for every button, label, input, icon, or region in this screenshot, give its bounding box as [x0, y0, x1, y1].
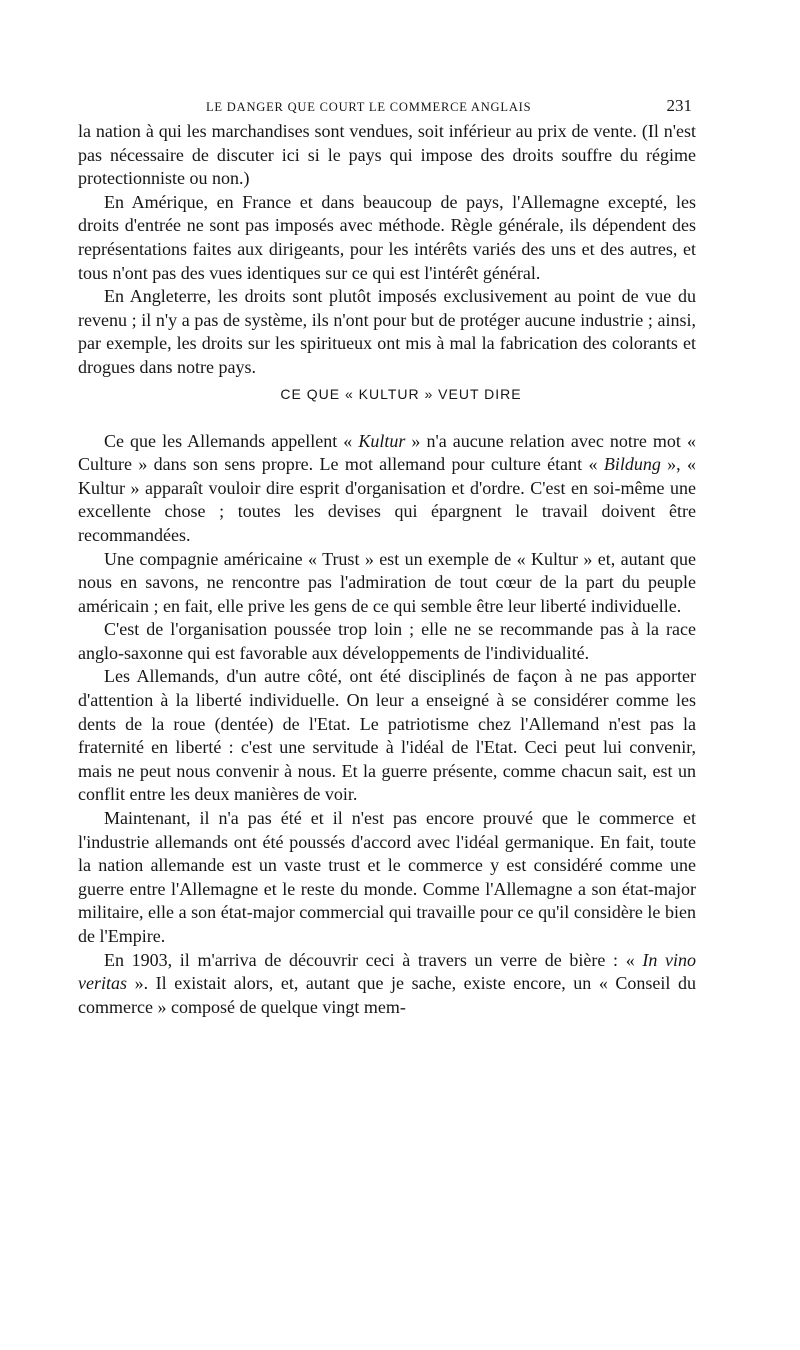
running-title: LE DANGER QUE COURT LE COMMERCE ANGLAIS	[206, 100, 532, 114]
body-text-before-heading	[78, 120, 696, 380]
text-run: la nation à qui les marchandises sont vendues, soit inférieur au prix de vente. (Il n'est pas nécessaire de discuter ici si le pays qui impose des droits souffre du régime protectionniste ou non.)	[78, 121, 696, 189]
text-run: En Amérique, en France et dans beaucoup de pays, l'Allemagne excepté, les droits d'entrée ne sont pas imposés avec méthode. Règle générale, ils dépendent des représentations faites aux dirigeants, pour les intérêts variés des uns et des autres, et tous n'ont pas des vues identiques sur ce qui est l'intérêt général.	[78, 191, 696, 283]
page-number: 231	[666, 96, 692, 115]
paragraph	[78, 949, 696, 1020]
text-run: Les Allemands, d'un autre côté, ont été disciplinés de façon à ne pas apporter d'attention à la liberté individuelle. On leur a enseigné à se considérer comme les dents de la roue (dentée) de l'Etat. Le patriotisme chez l'Allemand n'est pas la fraternité en liberté : c'est une servitude à l'idéal de l'Etat. Ceci peut lui convenir, mais ne peut nous convenir à nous. Et la guerre présente, comme chacun sait, est un conflit entre les deux manières de voir.	[78, 666, 696, 805]
italic-term: Kultur	[358, 430, 406, 451]
text-run: Ce que les Allemands appellent «	[104, 430, 359, 451]
paragraph	[78, 430, 696, 548]
paragraph	[78, 191, 696, 285]
paragraph	[78, 120, 696, 191]
section-heading: CE QUE « KULTUR » VEUT DIRE	[280, 385, 522, 402]
text-run: En Angleterre, les droits sont plutôt imposés exclusivement au point de vue du revenu ; il n'y a pas de système, ils n'ont pour but de protéger aucune industrie ; ainsi, par exemple, les droits sur les spiritueux ont mis à mal la fabrication des colorants et drogues dans notre pays.	[78, 286, 696, 377]
italic-term: Bildung	[603, 454, 661, 475]
text-run: Une compagnie américaine « Trust » est un exemple de « Kultur » et, autant que nous en savons, ne rencontre pas l'admiration de tout cœur de la part du peuple américain ; en fait, elle prive les gens de ce qui semble être leur liberté individuelle.	[78, 548, 696, 616]
book-page	[78, 90, 696, 1019]
paragraph	[78, 618, 696, 665]
paragraph	[78, 548, 696, 619]
paragraph	[78, 285, 696, 379]
text-run: », « Kultur » apparaît vouloir dire esprit d'organisation et d'ordre. C'est en soi-même une excellente chose ; toutes les devises qui épargnent le travail doivent être recommandées.	[78, 454, 697, 545]
text-run: En 1903, il m'arriva de découvrir ceci à travers un verre de bière : «	[104, 949, 643, 970]
running-head	[78, 90, 696, 120]
paragraph	[78, 807, 696, 949]
paragraph	[78, 665, 696, 807]
text-run: Maintenant, il n'a pas été et il n'est pas encore prouvé que le commerce et l'industrie allemands ont été poussés d'accord avec l'idéal germanique. En fait, toute la nation allemande est un vaste trust et le commerce y est considéré comme une guerre entre l'Allemagne et le reste du monde. Comme l'Allemagne a son état-major militaire, elle a son état-major commercial qui travaille pour ce qu'il considère le bien de l'Empire.	[78, 808, 696, 946]
text-run: C'est de l'organisation poussée trop loin ; elle ne se recommande pas à la race anglo-saxonne qui est favorable aux développements de l'individualité.	[78, 619, 696, 663]
italic-term: In vino veritas	[78, 949, 696, 994]
body-text-after-heading	[78, 430, 696, 1020]
text-run: » n'a aucune relation avec notre mot « Culture » dans son sens propre. Le mot allemand pour culture étant «	[78, 430, 696, 475]
text-run: ». Il existait alors, et, autant que je sache, existe encore, un « Conseil du commerce » composé de quelque vingt mem-	[78, 973, 696, 1017]
